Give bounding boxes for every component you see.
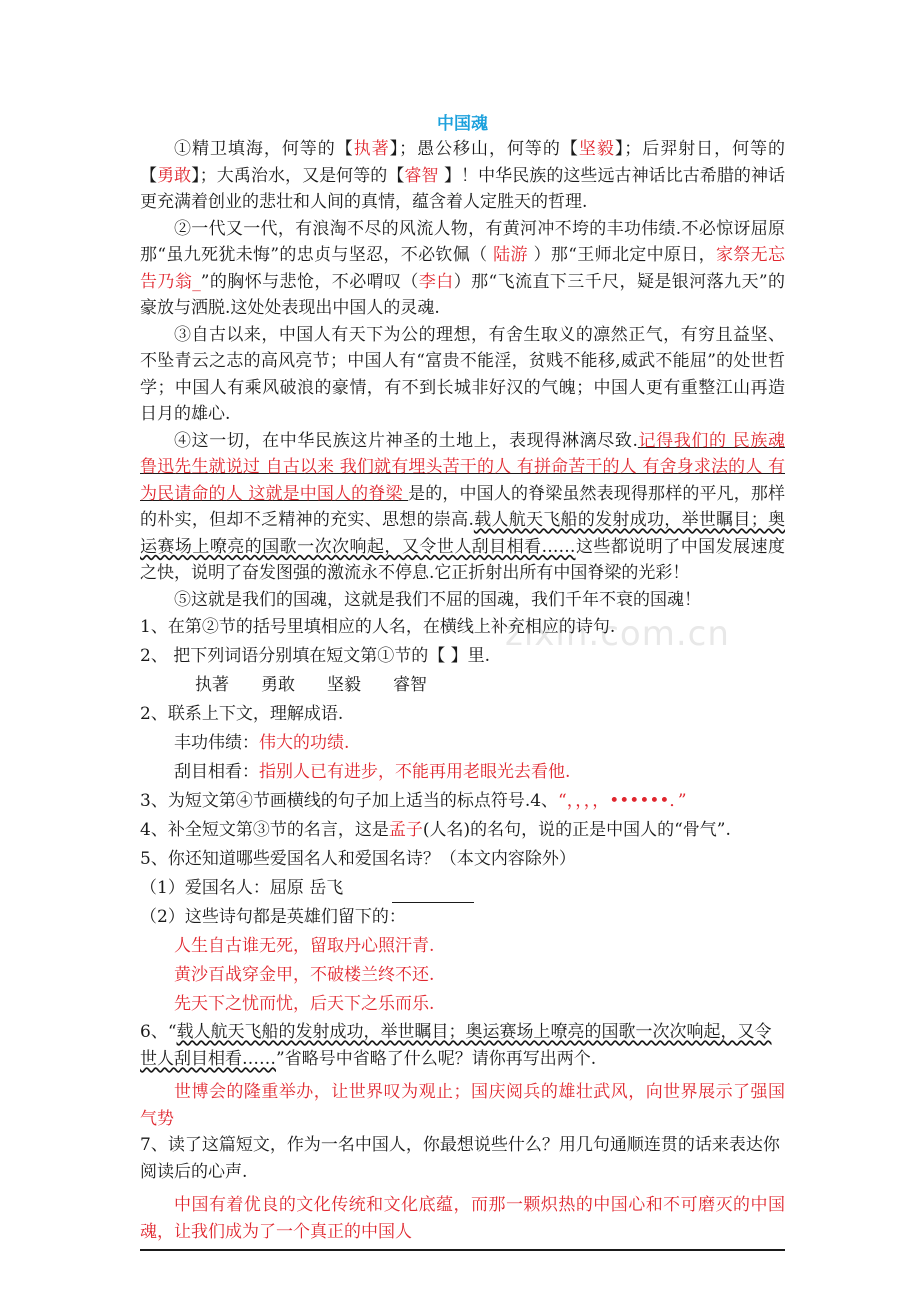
p1-answer-b: 坚毅 (578, 139, 615, 159)
question-4-answer: “，，，，••••••．” (558, 791, 687, 811)
p1-text-a: ①精卫填海，何等的【 (174, 139, 354, 159)
question-4 (140, 787, 785, 816)
idiom-1 (140, 729, 785, 758)
p4-wavy-sentence: 载人航天飞船的发射成功，举世瞩目；奥运赛场上嘹亮的国歌一次次响起，又令世人刮目相看…… (140, 510, 785, 557)
question-5-text-a: 4、补全短文第③节的名言，这是 (140, 820, 389, 840)
p1-text-d: 】；大禹治水，又是何等的【 (191, 165, 405, 186)
p2-answer-c: 李白 (418, 271, 454, 292)
question-8-answer: 中国有着优良的文化传统和文化底蕴，而那一颗炽热的中国心和不可磨灭的中国魂，让我们成为了一个真正的中国人 (140, 1195, 785, 1242)
poem-2: 黄沙百战穿金甲，不破楼兰终不还. (174, 965, 435, 985)
question-7-text-b: ”省略号中省略了什么呢？请你再写出两个. (276, 1049, 597, 1069)
question-1: 1、在第②节的括号里填相应的人名，在横线上补充相应的诗句. (140, 617, 616, 637)
paragraph-2 (140, 216, 785, 322)
question-5-text-b: (人名)的名句，说的正是中国人的“骨气”. (422, 820, 731, 840)
paragraph-1 (140, 136, 785, 216)
p2-text-a: ②一代又一代，有浪淘不尽的风流人物，有黄河冲不垮的丰功伟绩.不必惊讶屈原那“虽九死犹未悔”的忠贞与坚忍，不必钦佩（ (140, 218, 785, 265)
idiom-2-answer: 指别人已有进步，不能再用老眼光去看他. (259, 762, 571, 782)
idiom-2-label: 刮目相看： (174, 762, 259, 782)
p4-text-c: 是的，中国人的脊梁虽然表现得那样的平凡，那样的朴实，但却不乏精神的充实、思想的崇高. (140, 483, 786, 530)
question-6-part-1-text: （1）爱国名人：屈原 岳飞 (140, 878, 344, 898)
page-title: 中国魂 (437, 114, 488, 134)
p2-answer-a: 陆游 (493, 245, 528, 265)
question-5-answer: 孟子 (388, 820, 423, 840)
question-2: 2、 把下列词语分别填在短文第①节的【 】里. (140, 646, 491, 666)
question-6-part-2: （2）这些诗句都是英雄们留下的： (140, 907, 406, 927)
p2-answer-b: 家祭无忘告乃翁_ (140, 245, 785, 292)
document-page (140, 112, 785, 1251)
word-list (140, 671, 785, 700)
question-3: 2、联系上下文，理解成语. (140, 704, 344, 724)
p2-text-b: ）那“王师北定中原日， (527, 245, 716, 265)
idiom-1-label: 丰功伟绩： (174, 733, 259, 753)
question-8: 7、读了这篇短文，作为一名中国人，你最想说些什么？用几句通顺连贯的话来表达你阅读后的心声. (140, 1135, 780, 1182)
fill-blank (392, 884, 474, 903)
p2-text-c: ”的胸怀与悲怆，不必喟叹（ (200, 271, 419, 292)
p4-answer: 鲁迅先生就说过 自古以来 我们就有埋头苦干的人 有拼命苦干的人 有舍身求法的人 有为民请命的人 这就是中国人的脊梁 (140, 457, 785, 504)
word-item: 勇敢 (261, 675, 295, 695)
bottom-rule (140, 1249, 785, 1251)
idiom-1-answer: 伟大的功绩. (259, 733, 350, 753)
watermark: zixin.com.cn (505, 614, 730, 654)
p4-text-b: 记得我们的 民族魂 (637, 430, 785, 451)
p4-text-a: ④这一切，在中华民族这片神圣的土地上，表现得淋漓尽致. (174, 430, 638, 451)
paragraph-4 (140, 428, 785, 587)
p1-text-e: 】！中华民族的这些远古神话比古希腊的神话更充满着创业的悲壮和人间的真情，蕴含着人定胜天的哲理. (140, 165, 786, 212)
idiom-2 (140, 758, 785, 787)
paragraph-5: ⑤这就是我们的国魂，这就是我们不屈的国魂，我们千年不衰的国魂！ (174, 589, 701, 610)
word-item: 睿智 (393, 675, 427, 695)
question-5 (140, 816, 785, 845)
p1-answer-d: 睿智 (404, 165, 444, 186)
question-7-quote: 载人航天飞船的发射成功，举世瞩目；奥运赛场上嘹亮的国歌一次次响起，又令世人刮目相看…… (140, 1022, 772, 1069)
p4-text-e: 这些都说明了中国发展速度之快，说明了奋发图强的激流永不停息.它正折射出所有中国脊梁的光彩！ (140, 536, 786, 583)
question-4-text: 3、为短文第④节画横线的句子加上适当的标点符号.4、 (140, 791, 559, 811)
question-6: 5、你还知道哪些爱国名人和爱国名诗？（本文内容除外） (140, 849, 576, 869)
word-item: 执著 (195, 675, 229, 695)
poem-3: 先天下之忧而忧，后天下之乐而乐. (174, 994, 435, 1014)
p2-text-d: ）那“飞流直下三千尺，疑是银河落九天”的豪放与洒脱.这处处表现出中国人的灵魂. (140, 271, 785, 318)
question-7-answer: 世博会的隆重举办，让世界叹为观止；国庆阅兵的雄壮武风，向世界展示了强国气势 (140, 1082, 785, 1129)
word-item: 坚毅 (327, 675, 361, 695)
poem-1: 人生自古谁无死，留取丹心照汗青. (174, 936, 435, 956)
p1-text-c: 】；后羿射日，何等的【 (140, 139, 786, 186)
p1-text-b: 】；愚公移山，何等的【 (389, 139, 579, 159)
paragraph-3: ③自古以来，中国人有天下为公的理想，有舍生取义的凛然正气，有穷且益坚、不坠青云之志的高风亮节；中国人有“富贵不能淫，贫贱不能移,威武不能屈”的处世哲学；中国人有乘风破浪的豪情，有不到长城非好汉的气魄；中国人更有重整江山再造日月的雄心. (140, 324, 785, 424)
question-6-part-1 (140, 874, 785, 903)
question-7-text-a: 6、“ (140, 1022, 177, 1042)
p1-answer-c: 勇敢 (157, 165, 192, 186)
question-7 (140, 1019, 785, 1073)
p1-answer-a: 执著 (353, 139, 390, 159)
